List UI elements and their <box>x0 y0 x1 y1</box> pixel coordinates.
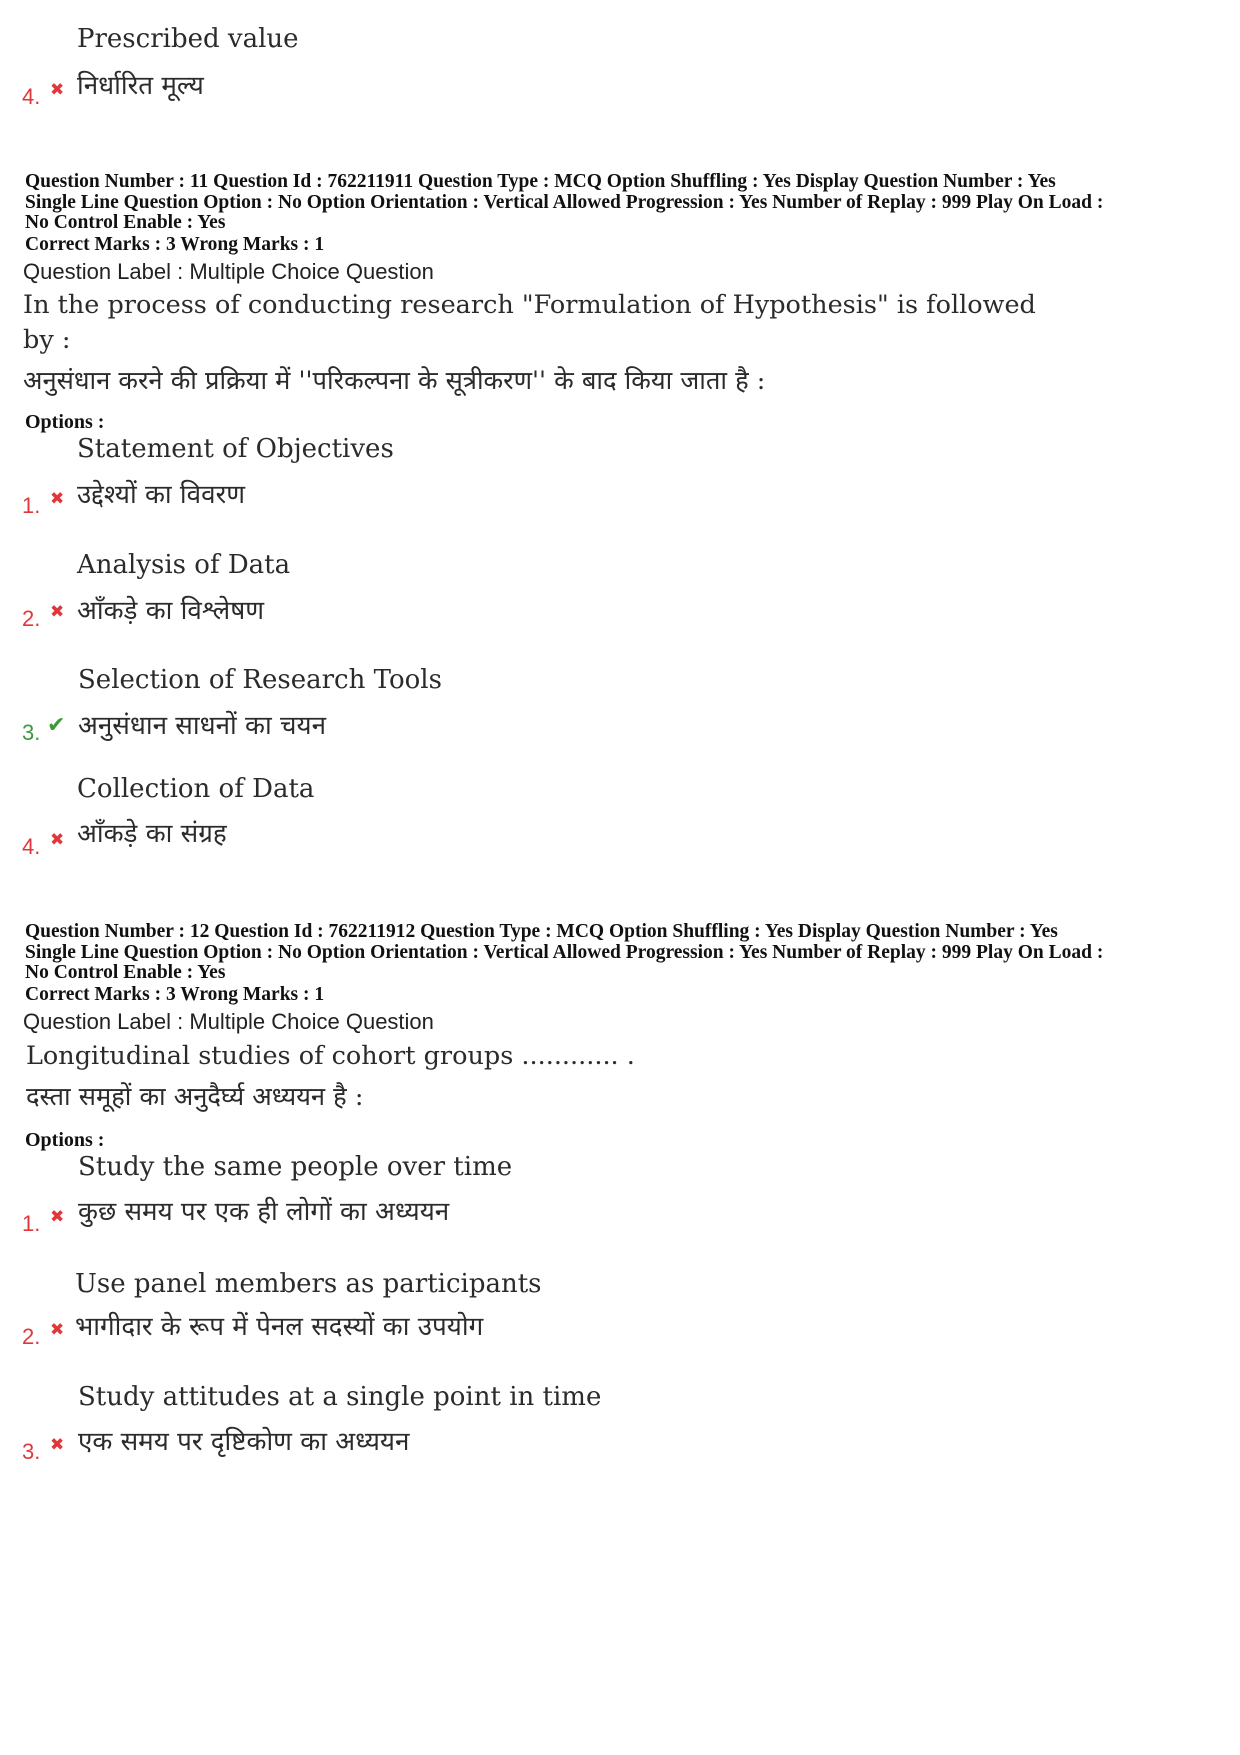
option-number: 2. <box>22 606 41 631</box>
option-text-hi: भागीदार के रूप में पेनल सदस्यों का उपयोग <box>75 1312 484 1342</box>
question-label: Question Label : Multiple Choice Question <box>23 1009 434 1034</box>
question-meta <box>25 172 1220 234</box>
option-text-en: Prescribed value <box>77 24 299 54</box>
meta-line: Single Line Question Option : No Option Orientation : Vertical Allowed Progression : Yes Number of Replay : 999 Play On Load : <box>25 941 1104 963</box>
option-text-hi: एक समय पर दृष्टिकोण का अध्ययन <box>78 1427 410 1457</box>
cross-icon: ✖ <box>50 830 65 850</box>
option-number: 2. <box>22 1324 41 1349</box>
question-text-hi: दस्ता समूहों का अनुदैर्घ्य अध्ययन है : <box>26 1082 364 1112</box>
option-text-hi: आँकड़े का संग्रह <box>77 819 227 849</box>
option-text-hi: निर्धारित मूल्य <box>77 71 204 101</box>
meta-line: Single Line Question Option : No Option Orientation : Vertical Allowed Progression : Yes Number of Replay : 999 Play On Load : <box>25 191 1104 213</box>
option-text-en: Selection of Research Tools <box>78 665 442 695</box>
meta-line: No Control Enable : Yes <box>25 212 226 233</box>
option-text-hi: आँकड़े का विश्लेषण <box>77 596 265 626</box>
question-text-en: Longitudinal studies of cohort groups ............ . <box>26 1041 635 1071</box>
option-text-en: Study attitudes at a single point in time <box>78 1382 602 1412</box>
option-number: 3. <box>22 720 41 745</box>
option-text-en: Study the same people over time <box>78 1152 513 1182</box>
marks-line: Correct Marks : 3 Wrong Marks : 1 <box>25 234 325 255</box>
option-number: 4. <box>22 834 41 859</box>
question-label: Question Label : Multiple Choice Question <box>23 259 434 284</box>
question-meta <box>25 922 1220 984</box>
option-text-hi: उद्देश्यों का विवरण <box>77 480 246 510</box>
option-text-en: Use panel members as participants <box>75 1269 542 1299</box>
check-icon: ✔ <box>47 713 66 738</box>
option-number: 1. <box>22 493 41 518</box>
option-text-en: Collection of Data <box>77 774 315 804</box>
question-text-en: by : <box>23 325 71 355</box>
cross-icon: ✖ <box>50 1320 65 1340</box>
option-number: 1. <box>22 1211 41 1236</box>
marks-line: Correct Marks : 3 Wrong Marks : 1 <box>25 984 325 1005</box>
cross-icon: ✖ <box>50 489 65 509</box>
option-number: 4. <box>22 84 41 109</box>
question-text-en: In the process of conducting research "Formulation of Hypothesis" is followed <box>23 290 1036 320</box>
meta-line: Question Number : 11 Question Id : 762211911 Question Type : MCQ Option Shuffling : Yes Display Question Number : Yes <box>25 171 1056 192</box>
meta-line: No Control Enable : Yes <box>25 962 226 983</box>
option-text-hi: कुछ समय पर एक ही लोगों का अध्ययन <box>78 1197 450 1227</box>
option-text-en: Analysis of Data <box>77 550 291 580</box>
cross-icon: ✖ <box>50 602 65 622</box>
option-text-en: Statement of Objectives <box>77 434 394 464</box>
cross-icon: ✖ <box>50 1435 65 1455</box>
cross-icon: ✖ <box>50 80 65 100</box>
options-title: Options : <box>25 411 105 433</box>
options-title: Options : <box>25 1129 105 1151</box>
question-text-hi: अनुसंधान करने की प्रक्रिया में ''परिकल्पना के सूत्रीकरण'' के बाद किया जाता है : <box>23 366 766 396</box>
meta-line: Question Number : 12 Question Id : 762211912 Question Type : MCQ Option Shuffling : Yes Display Question Number : Yes <box>25 921 1058 942</box>
cross-icon: ✖ <box>50 1207 65 1227</box>
option-number: 3. <box>22 1439 41 1464</box>
option-text-hi: अनुसंधान साधनों का चयन <box>78 711 327 741</box>
